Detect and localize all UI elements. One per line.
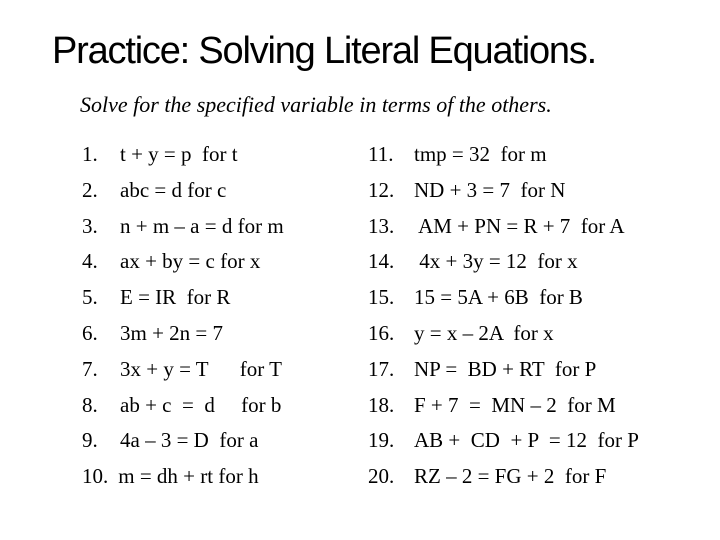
problem-number: 11.	[368, 142, 394, 166]
problem-item	[368, 280, 639, 316]
problem-number: 6.	[82, 320, 98, 345]
problem-text: y = x – 2A for x	[414, 320, 554, 345]
problem-item	[368, 137, 639, 173]
problem-number: 15.	[368, 285, 395, 310]
problem-item	[368, 459, 639, 495]
problem-item	[368, 316, 639, 352]
problem-item	[368, 352, 639, 388]
problem-item	[82, 137, 284, 173]
problem-item	[368, 244, 639, 280]
problem-item	[82, 280, 284, 316]
problem-number: 17.	[368, 356, 395, 381]
problem-list-right	[368, 137, 639, 495]
problem-text: t + y = p for t	[120, 142, 238, 166]
problem-text: AM + PN = R + 7 for A	[414, 213, 625, 238]
problem-text: ND + 3 = 7 for N	[414, 177, 566, 202]
problem-item	[82, 388, 284, 424]
problem-text: 3m + 2n = 7	[120, 320, 224, 345]
problem-number: 10.	[82, 464, 109, 489]
instructions: Solve for the specified variable in terms of the others.	[80, 92, 552, 117]
problem-text: E = IR for R	[120, 285, 231, 310]
problem-text: 4x + 3y = 12 for x	[414, 249, 578, 274]
problem-item	[368, 173, 639, 209]
problem-text: RZ – 2 = FG + 2 for F	[414, 464, 607, 489]
problem-item	[82, 209, 284, 245]
problem-number: 5.	[82, 285, 98, 310]
problem-number: 20.	[368, 464, 395, 489]
problem-item	[82, 423, 284, 459]
problem-text: ax + by = c for x	[120, 249, 261, 274]
problem-number: 18.	[368, 392, 395, 417]
problem-text: 3x + y = T for T	[120, 356, 282, 381]
problem-text: 4a – 3 = D for a	[120, 428, 259, 453]
problem-text: m = dh + rt for h	[118, 464, 259, 489]
problem-number: 2.	[82, 177, 98, 202]
problem-number: 13.	[368, 213, 395, 238]
problem-item	[82, 316, 284, 352]
problem-item	[368, 388, 639, 424]
problem-number: 8.	[82, 392, 98, 417]
problem-number: 14.	[368, 249, 395, 274]
problem-number: 16.	[368, 320, 395, 345]
problem-item	[368, 209, 639, 245]
problem-text: 15 = 5A + 6B for B	[414, 285, 583, 310]
problem-item	[82, 352, 284, 388]
problem-number: 19.	[368, 428, 395, 453]
problem-text: F + 7 = MN – 2 for M	[414, 392, 616, 417]
problem-text: abc = d for c	[120, 177, 227, 202]
problem-number: 4.	[82, 249, 98, 274]
problem-number: 7.	[82, 356, 98, 381]
problem-item	[82, 173, 284, 209]
problem-number: 12.	[368, 177, 395, 202]
problem-number: 9.	[82, 428, 98, 453]
problem-text: NP = BD + RT for P	[414, 356, 597, 381]
problem-number: 3.	[82, 213, 98, 238]
problem-item	[368, 423, 639, 459]
problem-item	[82, 459, 284, 495]
problem-item	[82, 244, 284, 280]
problem-text: n + m – a = d for m	[120, 213, 284, 238]
problem-number: 1.	[82, 142, 98, 166]
problem-text: tmp = 32 for m	[414, 142, 547, 166]
problem-text: AB + CD + P = 12 for P	[414, 428, 639, 453]
problem-text: ab + c = d for b	[120, 392, 282, 417]
page-title: Practice: Solving Literal Equations.	[52, 30, 597, 72]
problem-list-left	[82, 137, 284, 495]
